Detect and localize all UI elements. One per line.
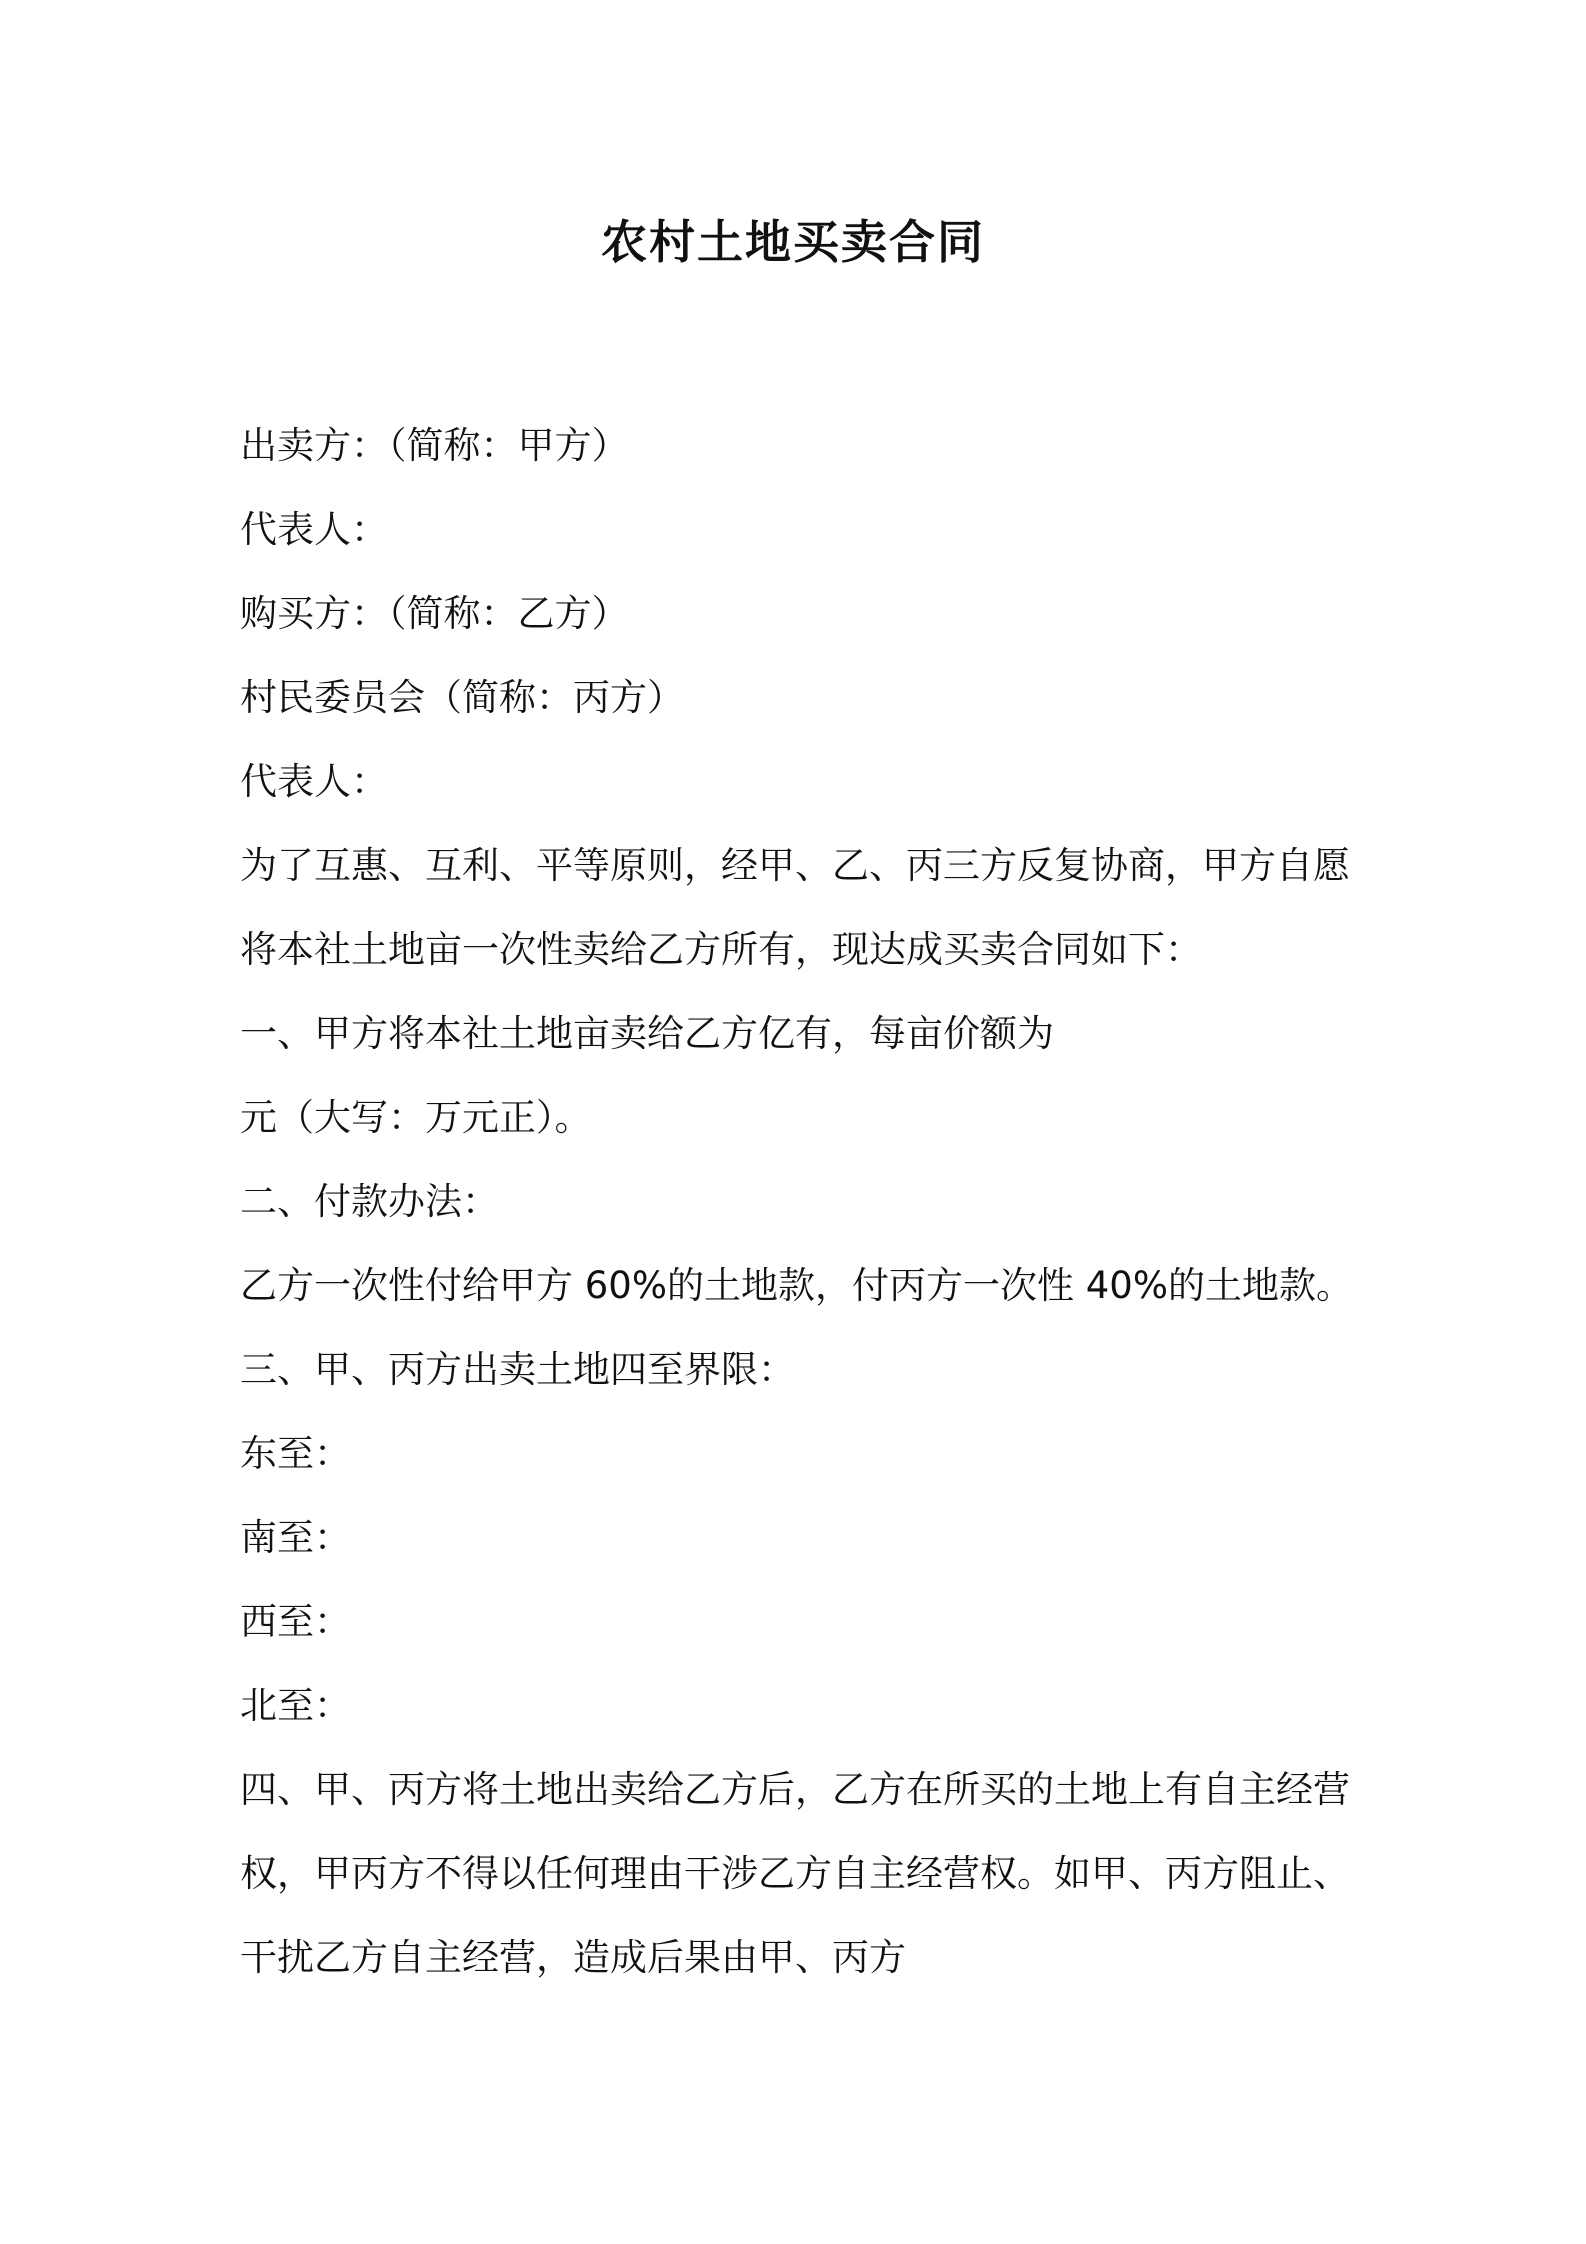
clause-4-line-1: 四、甲、丙方将土地出卖给乙方后，乙方在所买的土地上有自主经营 [240, 1768, 1350, 1811]
boundary-west: 西至： [240, 1600, 351, 1643]
seller-representative-line: 代表人： [240, 508, 388, 551]
buyer-line: 购买方：（简称：乙方） [240, 592, 629, 635]
clause-4-line-3: 干扰乙方自主经营，造成后果由甲、丙方 [240, 1936, 906, 1979]
document-body [240, 404, 1360, 2000]
clause-3-heading: 三、甲、丙方出卖土地四至界限： [240, 1348, 795, 1391]
seller-line: 出卖方：（简称：甲方） [240, 424, 629, 467]
clause-1-line-1: 一、甲方将本社土地亩卖给乙方亿有，每亩价额为 [240, 1012, 1054, 1055]
preamble-line-1: 为了互惠、互利、平等原则，经甲、乙、丙三方反复协商，甲方自愿 [240, 844, 1350, 887]
committee-representative-line: 代表人： [240, 760, 388, 803]
village-committee-line: 村民委员会（简称：丙方） [240, 676, 684, 719]
document-title: 农村土地买卖合同 [601, 215, 985, 269]
boundary-north: 北至： [240, 1684, 351, 1727]
clause-1-line-2: 元（大写：万元正）。 [240, 1096, 592, 1139]
clause-2-heading: 二、付款办法： [240, 1180, 499, 1223]
boundary-east: 东至： [240, 1432, 351, 1475]
clause-4-line-2: 权，甲丙方不得以任何理由干涉乙方自主经营权。如甲、丙方阻止、 [240, 1852, 1350, 1895]
preamble-line-2: 将本社土地亩一次性卖给乙方所有，现达成买卖合同如下： [240, 928, 1202, 971]
boundary-south: 南至： [240, 1516, 351, 1559]
clause-2-text: 乙方一次性付给甲方 60%的土地款，付丙方一次性 40%的土地款。 [240, 1264, 1353, 1307]
